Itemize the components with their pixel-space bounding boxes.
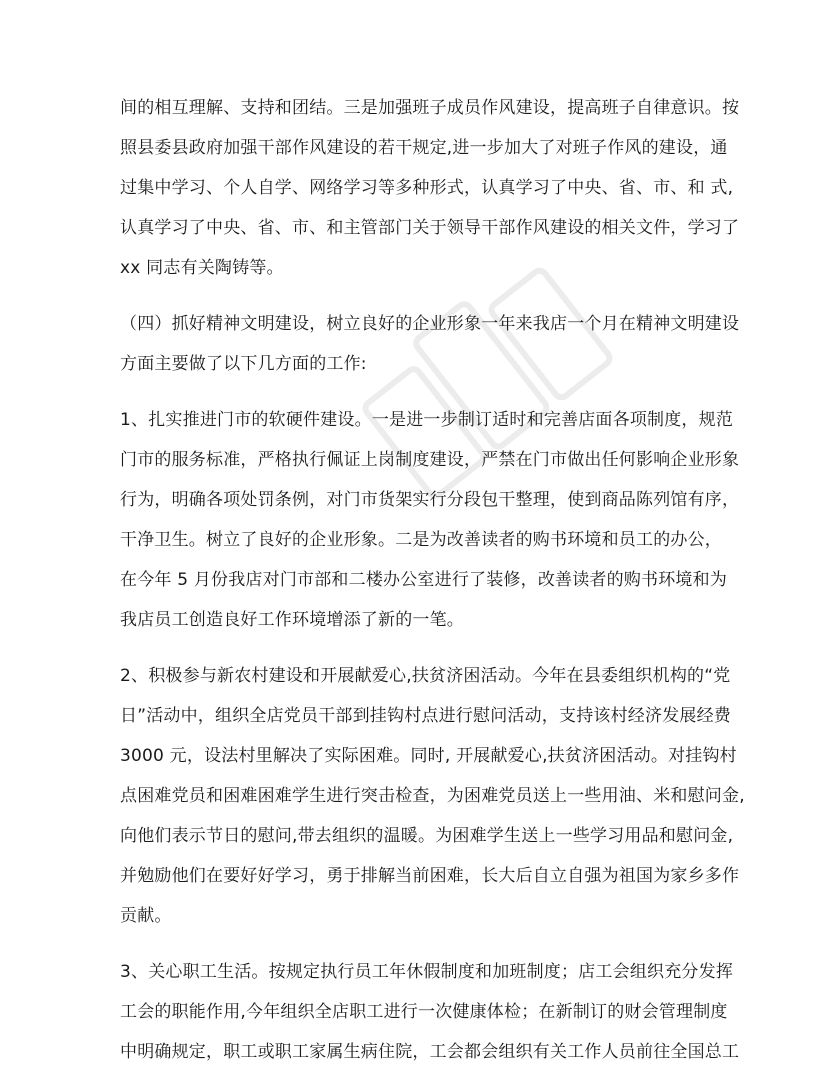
text-line: 在今年 5 月份我店对门市部和二楼办公室进行了装修，改善读者的购书环境和为 (120, 570, 728, 590)
text-line: 过集中学习、个人自学、网络学习等多种形式，认真学习了中央、省、市、和 式, (120, 178, 734, 198)
text-line: 照县委县政府加强干部作风建设的若干规定,进一步加大了对班子作风的建设，通 (120, 138, 728, 158)
text-line: 工会的职能作用,今年组织全店职工进行一次健康体检；在新制订的财会管理制度 (120, 1002, 728, 1022)
text-line: 门市的服务标准，严格执行佩证上岗制度建设，严禁在门市做出任何影响企业形象 (120, 450, 740, 470)
text-line: 3000 元，设法村里解决了实际困难。同时, 开展献爱心,扶贫济困活动。对挂钩村 (120, 746, 737, 766)
text-line: 贡献。 (120, 906, 172, 926)
text-line: 1、扎实推进门市的软硬件建设。一是进一步制订适时和完善店面各项制度，规范 (120, 410, 734, 430)
paragraph-store-construction (120, 400, 740, 640)
text-line: 干净卫生。树立了良好的企业形象。二是为改善读者的购书环境和员工的办公， (120, 530, 722, 550)
text-line: 中明确规定，职工或职工家属生病住院，工会都会组织有关工作人员前往全国总工 (120, 1042, 740, 1062)
text-line: 我店员工创造良好工作环境增添了新的一笔。 (120, 610, 464, 630)
paragraph-leadership-style (120, 88, 740, 288)
document-body (120, 88, 745, 1072)
text-line: xx 同志有关陶铸等。 (120, 258, 284, 278)
text-line: 间的相互理解、支持和团结。三是加强班子成员作风建设，提高班子自律意识。按 (120, 98, 740, 118)
text-line: 方面主要做了以下几方面的工作: (120, 354, 367, 374)
paragraph-staff-welfare (120, 952, 740, 1072)
text-line: 日”活动中，组织全店党员干部到挂钩村点进行慰问活动，支持该村经济发展经费 (120, 706, 732, 726)
text-line: 点困难党员和困难困难学生进行突击检查，为困难党员送上一些用油、米和慰问金, (120, 786, 745, 806)
paragraph-rural-charity (120, 656, 745, 936)
text-line: 向他们表示节日的慰问,带去组织的温暖。为困难学生送上一些学习用品和慰问金, (120, 826, 734, 846)
text-line: 3、关心职工生活。按规定执行员工年休假制度和加班制度；店工会组织充分发挥 (120, 962, 734, 982)
text-line: 并勉励他们在要好好学习，勇于排解当前困难，长大后自立自强为祖国为家乡多作 (120, 866, 740, 886)
text-line: 行为，明确各项处罚条例，对门市货架实行分段包干整理，使到商品陈列馆有序， (120, 490, 740, 510)
text-line: （四）抓好精神文明建设，树立良好的企业形象一年来我店一个月在精神文明建设 (120, 314, 740, 334)
paragraph-spiritual-civilization (120, 304, 740, 384)
text-line: 认真学习了中央、省、市、和主管部门关于领导干部作风建设的相关文件，学习了 (120, 218, 740, 238)
text-line: 2、积极参与新农村建设和开展献爱心,扶贫济困活动。今年在县委组织机构的“党 (120, 666, 731, 686)
